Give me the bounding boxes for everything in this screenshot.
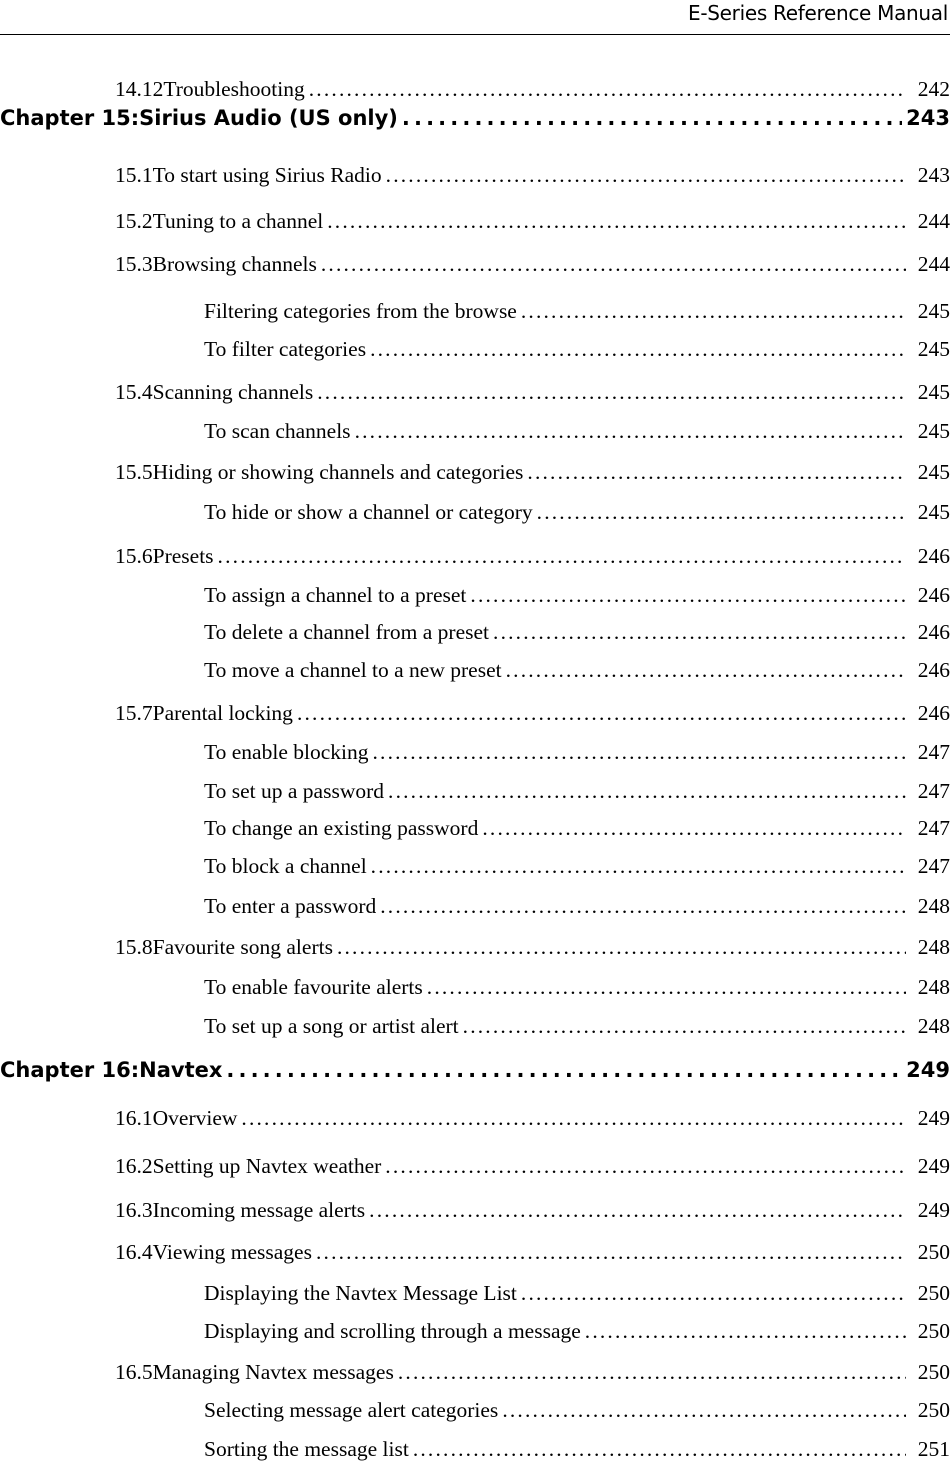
dot-leader [369,1198,906,1223]
page-number: 247 [917,854,950,878]
toc-entry[interactable] [0,252,950,282]
toc-entry[interactable] [0,894,950,924]
entry-title: To scan channels [204,419,351,443]
dot-leader [585,1319,906,1344]
entry-title: To start using Sirius Radio [152,163,382,187]
page-number: 246 [917,544,950,568]
entry-title: To block a channel [204,854,367,878]
page-number: 243 [906,106,950,130]
dot-leader [527,460,906,485]
entry-title: To enable favourite alerts [204,975,423,999]
toc-entry[interactable] [0,701,950,731]
dot-leader [388,779,906,804]
page-number: 245 [917,380,950,404]
entry-title: Displaying the Navtex Message List [204,1281,517,1305]
toc-entry[interactable] [0,1198,950,1228]
entry-title: Filtering categories from the browse [204,299,517,323]
page-number: 249 [917,1106,950,1130]
entry-title: Incoming message alerts [152,1198,366,1222]
dot-leader [537,500,906,525]
toc-entry[interactable] [0,1398,950,1428]
entry-title: Browsing channels [152,252,317,276]
entry-title: Tuning to a channel [152,209,324,233]
toc-entry[interactable] [0,460,950,490]
dot-leader [327,209,906,234]
entry-title: Sorting the message list [204,1437,409,1461]
page-number: 245 [917,299,950,323]
toc-entry[interactable] [0,1106,950,1136]
toc-entry[interactable] [0,500,950,530]
section-number: 15.7 [115,701,153,725]
entry-title: Setting up Navtex weather [152,1154,382,1178]
section-number: 15.4 [115,380,153,404]
section-number: 16.3 [115,1198,153,1222]
toc-entry[interactable] [0,620,950,650]
entry-title: Navtex [139,1058,223,1082]
chapter-number: Chapter 16: [0,1058,140,1082]
dot-leader [502,1398,906,1423]
dot-leader [427,975,906,1000]
page-number: 243 [917,163,950,187]
page-number: 248 [917,894,950,918]
toc-entry[interactable] [0,935,950,965]
toc-entry[interactable] [0,816,950,846]
entry-title: To enable blocking [204,740,369,764]
toc-chapter-entry[interactable] [0,1058,950,1088]
toc-entry[interactable] [0,1240,950,1270]
dot-leader [370,337,906,362]
dot-leader [317,380,906,405]
page-number: 242 [917,77,950,101]
section-number: 16.4 [115,1240,153,1264]
page-number: 248 [917,935,950,959]
page-number: 245 [917,500,950,524]
dot-leader [371,854,906,879]
toc-entry[interactable] [0,163,950,193]
dot-leader [380,894,906,919]
entry-title: Presets [152,544,214,568]
toc-chapter-entry[interactable] [0,106,950,136]
dot-leader [309,77,906,102]
toc-entry[interactable] [0,419,950,449]
page-number: 246 [917,701,950,725]
entry-title: To set up a password [204,779,385,803]
entry-title: Displaying and scrolling through a message [204,1319,581,1343]
toc-entry[interactable] [0,779,950,809]
dot-leader [385,1154,906,1179]
dot-leader [241,1106,906,1131]
section-number: 15.8 [115,935,153,959]
dot-leader [321,252,906,277]
dot-leader [521,299,906,324]
toc-entry[interactable] [0,1319,950,1349]
toc-entry[interactable] [0,583,950,613]
entry-title: Managing Navtex messages [152,1360,394,1384]
page-number: 247 [917,816,950,840]
entry-title: To set up a song or artist alert [204,1014,459,1038]
page-number: 244 [917,252,950,276]
toc-entry[interactable] [0,544,950,574]
entry-title: Scanning channels [152,380,314,404]
entry-title: To move a channel to a new preset [204,658,502,682]
dot-leader [482,816,906,841]
toc-entry[interactable] [0,854,950,884]
entry-title: Sirius Audio (US only) [139,106,398,130]
toc-entry[interactable] [0,1014,950,1044]
entry-title: Hiding or showing channels and categories [152,460,524,484]
page-number: 250 [917,1240,950,1264]
toc-entry[interactable] [0,1360,950,1390]
dot-leader [463,1014,906,1039]
section-number: 16.2 [115,1154,153,1178]
dot-leader [402,106,902,130]
page-number: 246 [917,583,950,607]
page-number: 248 [917,975,950,999]
entry-title: To change an existing password [204,816,479,840]
entry-title: Selecting message alert categories [204,1398,499,1422]
entry-title: To delete a channel from a preset [204,620,490,644]
section-number: 14.12 [115,77,164,101]
page-number: 250 [917,1281,950,1305]
manual-title: E-Series Reference Manual [688,1,948,25]
section-number: 15.6 [115,544,153,568]
section-number: 15.1 [115,163,153,187]
page-number: 250 [917,1398,950,1422]
section-number: 15.5 [115,460,153,484]
toc-entry[interactable] [0,1281,950,1311]
dot-leader [372,740,906,765]
page-number: 247 [917,779,950,803]
dot-leader [413,1437,906,1462]
page-number: 249 [906,1058,950,1082]
dot-leader [386,163,906,188]
dot-leader [493,620,906,645]
entry-title: Viewing messages [152,1240,312,1264]
page-number: 249 [917,1154,950,1178]
toc-entry[interactable] [0,380,950,410]
toc-entry[interactable] [0,299,950,329]
page-number: 246 [917,620,950,644]
toc-entry[interactable] [0,209,950,239]
page-number: 250 [917,1360,950,1384]
entry-title: Favourite song alerts [152,935,333,959]
entry-title: Troubleshooting [163,77,305,101]
page-number: 244 [917,209,950,233]
section-number: 15.3 [115,252,153,276]
page-number: 245 [917,419,950,443]
section-number: 15.2 [115,209,153,233]
entry-title: To assign a channel to a preset [204,583,467,607]
page-number: 245 [917,337,950,361]
page-number: 249 [917,1198,950,1222]
toc-entry[interactable] [0,658,950,688]
dot-leader [398,1360,906,1385]
page-number: 247 [917,740,950,764]
entry-title: Overview [152,1106,238,1130]
toc-entry[interactable] [0,740,950,770]
dot-leader [355,419,906,444]
dot-leader [297,701,906,726]
page-number: 245 [917,460,950,484]
dot-leader [218,544,906,569]
toc-entry[interactable] [0,1154,950,1184]
entry-title: Parental locking [152,701,293,725]
toc-entry[interactable] [0,1437,950,1467]
page-number: 251 [917,1437,950,1461]
dot-leader [337,935,906,960]
toc-entry[interactable] [0,337,950,367]
toc-entry[interactable] [0,975,950,1005]
page-header [0,0,950,35]
entry-title: To filter categories [204,337,367,361]
entry-title: To enter a password [204,894,377,918]
dot-leader [521,1281,906,1306]
dot-leader [316,1240,906,1265]
dot-leader [226,1058,902,1082]
section-number: 16.5 [115,1360,153,1384]
section-number: 16.1 [115,1106,153,1130]
page-number: 246 [917,658,950,682]
dot-leader [506,658,906,683]
entry-title: To hide or show a channel or category [204,500,533,524]
page-number: 250 [917,1319,950,1343]
chapter-number: Chapter 15: [0,106,140,130]
dot-leader [470,583,906,608]
toc-entry[interactable] [0,77,950,107]
page-number: 248 [917,1014,950,1038]
